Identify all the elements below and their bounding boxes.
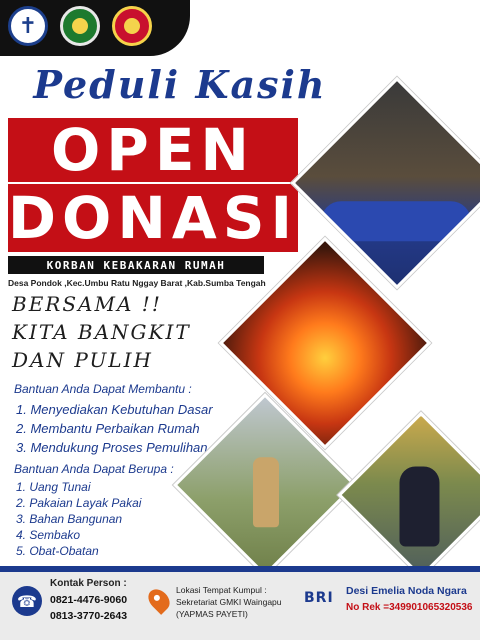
forms-item: 4. Sembako (16, 528, 81, 542)
contact-number[interactable]: 0813-3770-2643 (50, 610, 128, 622)
bank-account-number[interactable]: No Rek =349901065320536 (346, 602, 473, 613)
forms-item: 3. Bahan Bangunan (16, 512, 123, 526)
help-item: 1. Menyediakan Kebutuhan Dasar (16, 402, 213, 417)
forms-item: 5. Obat-Obatan (16, 544, 99, 558)
location-name: Sekretariat GMKI Waingapu (176, 597, 282, 607)
forms-item: 2. Pakaian Layak Pakai (16, 496, 142, 510)
forms-item: 1. Uang Tunai (16, 480, 91, 494)
subtitle-text: KORBAN KEBAKARAN RUMAH (46, 258, 226, 272)
location-detail: (YAPMAS PAYETI) (176, 609, 248, 619)
help-item: 2. Membantu Perbaikan Rumah (16, 421, 200, 436)
motto-line-2: KITA BANGKIT (12, 320, 191, 344)
headline-donasi: DONASI (7, 184, 299, 252)
help-item: 3. Mendukung Proses Pemulihan (16, 440, 208, 455)
motto-line-3: DAN PULIH (12, 348, 153, 372)
location-label: Lokasi Tempat Kumpul : (176, 585, 267, 595)
emblem-icon (124, 18, 140, 34)
phone-icon: ☎ (12, 586, 42, 616)
bank-account-name: Desi Emelia Noda Ngara (346, 585, 467, 597)
gmki-logo (8, 6, 48, 46)
cross-icon: ✝ (18, 13, 38, 39)
motto-line-1: BERSAMA !! (12, 292, 162, 316)
subtitle-banner (8, 256, 264, 274)
location-text: Desa Pondok ,Kec.Umbu Ratu Nggay Barat ,Kab.Sumba Tengah (8, 278, 266, 288)
forms-title: Bantuan Anda Dapat Berupa : (14, 462, 174, 476)
page-title: Peduli Kasih (33, 62, 327, 107)
contact-label: Kontak Person : (50, 578, 127, 589)
help-title: Bantuan Anda Dapat Membantu : (14, 382, 192, 396)
bri-logo: BRI (304, 590, 334, 606)
headline-open: OPEN (51, 116, 255, 184)
contact-number[interactable]: 0821-4476-9060 (50, 594, 128, 606)
emblem-icon (72, 18, 88, 34)
red-org-logo (112, 6, 152, 46)
child-photo-2 (338, 412, 480, 579)
green-org-logo (60, 6, 100, 46)
